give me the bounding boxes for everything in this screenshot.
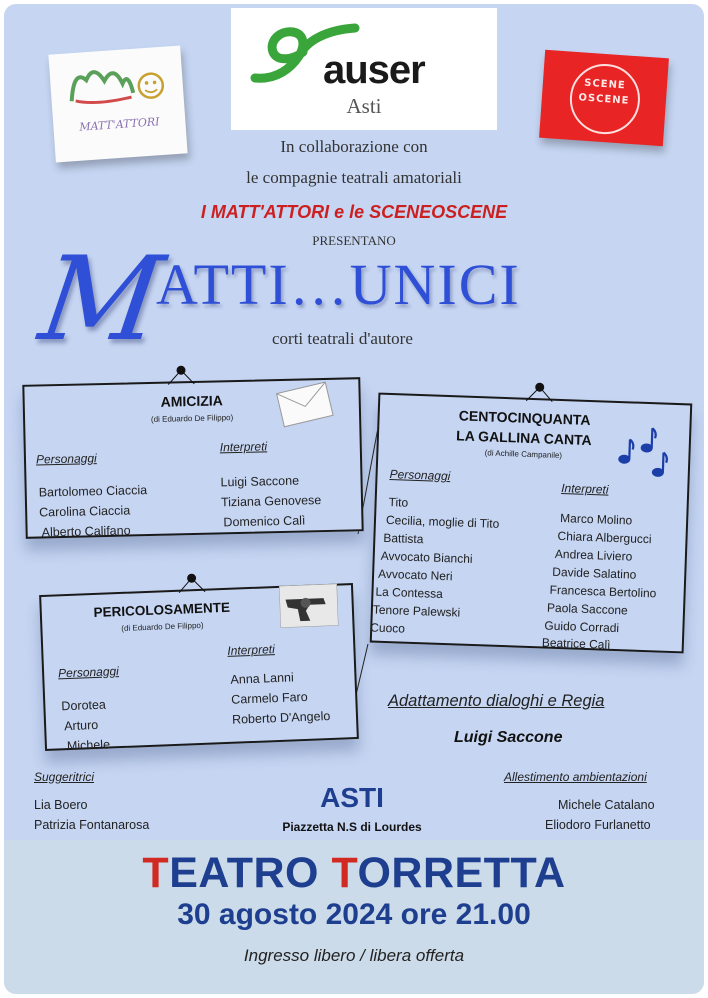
- regia-label: Adattamento dialoghi e Regia: [388, 692, 605, 710]
- actor: Davide Salatino: [552, 564, 637, 582]
- play-card-pericolosamente: [39, 583, 359, 754]
- venue-initial-2: T: [331, 849, 358, 897]
- actor: Andrea Liviero: [554, 546, 633, 564]
- venue-word-1: EATRO: [169, 849, 332, 897]
- play-title-amicizia: AMICIZIA: [160, 392, 223, 410]
- auser-name: auser: [323, 48, 425, 92]
- location-city: ASTI: [320, 782, 384, 813]
- character: Avvocato Bianchi: [380, 548, 473, 566]
- character: Alberto Califano: [41, 523, 131, 540]
- play-title-centocinquanta-line2: LA GALLINA CANTA: [455, 427, 592, 449]
- character: Michele: [66, 737, 111, 754]
- venue-initial-1: T: [142, 849, 170, 897]
- intro-line1: In collaborazione con: [280, 137, 428, 156]
- event-datetime: 30 agosto 2024 ore 21.00: [177, 898, 531, 931]
- actor: Roberto D'Angelo: [231, 709, 331, 727]
- companies-line: I MATT'ATTORI e le SCENEOSCENE: [200, 202, 508, 222]
- actor: Carmelo Faro: [231, 689, 308, 707]
- character: Bartolomeo Ciaccia: [38, 483, 148, 500]
- actor: Marco Molino: [559, 511, 633, 528]
- play-card-centocinquanta: [370, 393, 693, 654]
- character: Carolina Ciaccia: [39, 503, 131, 520]
- venue-word-2: ORRETTA: [357, 849, 566, 897]
- character: Avvocato Neri: [377, 566, 453, 584]
- allestimento-name: Eliodoro Furlanetto: [545, 818, 651, 832]
- music-notes-icon: [616, 425, 676, 483]
- character: Cecilia, moglie di Tito: [385, 512, 500, 531]
- regia-name: Luigi Saccone: [454, 729, 563, 746]
- title-rest: ATTI…UNICI: [156, 252, 521, 317]
- pin-icon: [166, 365, 196, 386]
- actor: Guido Corradi: [544, 618, 620, 636]
- personaggi-label-centocinquanta: Personaggi: [389, 467, 451, 484]
- suggeritrici-label: Suggeritrici: [34, 770, 95, 784]
- actor: Luigi Saccone: [220, 473, 300, 490]
- allestimento-label: Allestimento ambientazioni: [504, 770, 647, 784]
- ingresso-line: Ingresso libero / libera offerta: [243, 946, 465, 965]
- pin-icon: [176, 573, 207, 594]
- character: Dorotea: [61, 697, 107, 714]
- personaggi-label-amicizia: Personaggi: [35, 451, 97, 467]
- play-author-amicizia: (di Eduardo De Filippo): [150, 413, 234, 424]
- play-title-centocinquanta-line1: CENTOCINQUANTA: [458, 407, 591, 429]
- suggeritrice-name: Patrizia Fontanarosa: [34, 818, 150, 832]
- actor: Anna Lanni: [230, 670, 295, 687]
- actor: Tiziana Genovese: [220, 493, 322, 510]
- allestimento-name: Michele Catalano: [558, 798, 655, 812]
- interpreti-label-centocinquanta: Interpreti: [560, 481, 609, 497]
- actor: Beatrice Calì: [541, 635, 611, 652]
- mattattori-sticker-text: MATT'ATTORI: [78, 115, 160, 134]
- title-subtitle: corti teatrali d'autore: [272, 329, 413, 348]
- character: Arturo: [63, 717, 99, 734]
- sceneoscene-line2: OSCENE: [578, 92, 630, 107]
- poster: [4, 4, 704, 994]
- character: La Contessa: [375, 584, 444, 601]
- character: Cuoco: [370, 620, 406, 636]
- character: Tito: [388, 495, 409, 510]
- actor: Francesca Bertolino: [549, 582, 657, 601]
- title-big-m: M: [32, 232, 171, 367]
- personaggi-label-pericolosamente: Personaggi: [57, 664, 120, 681]
- interpreti-label-pericolosamente: Interpreti: [227, 642, 275, 658]
- suggeritrice-name: Lia Boero: [34, 798, 88, 812]
- character: Battista: [383, 530, 424, 547]
- intro-line2: le compagnie teatrali amatoriali: [246, 168, 462, 187]
- sceneoscene-line1: SCENE: [583, 77, 627, 92]
- character: Tenore Palewski: [372, 602, 461, 620]
- play-title-pericolosamente: PERICOLOSAMENTE: [93, 599, 231, 621]
- actor: Paola Saccone: [546, 600, 628, 618]
- play-author-centocinquanta: (di Achille Campanile): [484, 448, 563, 461]
- play-card-amicizia: [22, 377, 363, 539]
- location-place: Piazzetta N.S di Lourdes: [282, 820, 422, 834]
- presentano-line: PRESENTANO: [312, 233, 396, 248]
- actor: Chiara Albergucci: [557, 528, 652, 547]
- pin-icon: [524, 382, 555, 403]
- interpreti-label-amicizia: Interpreti: [219, 439, 268, 455]
- auser-city: Asti: [346, 94, 382, 118]
- play-author-pericolosamente: (di Eduardo De Filippo): [121, 620, 204, 633]
- actor: Domenico Calì: [223, 513, 306, 530]
- envelope-icon: [275, 381, 334, 428]
- revolver-icon: [279, 584, 339, 628]
- venue-name: [4, 849, 704, 897]
